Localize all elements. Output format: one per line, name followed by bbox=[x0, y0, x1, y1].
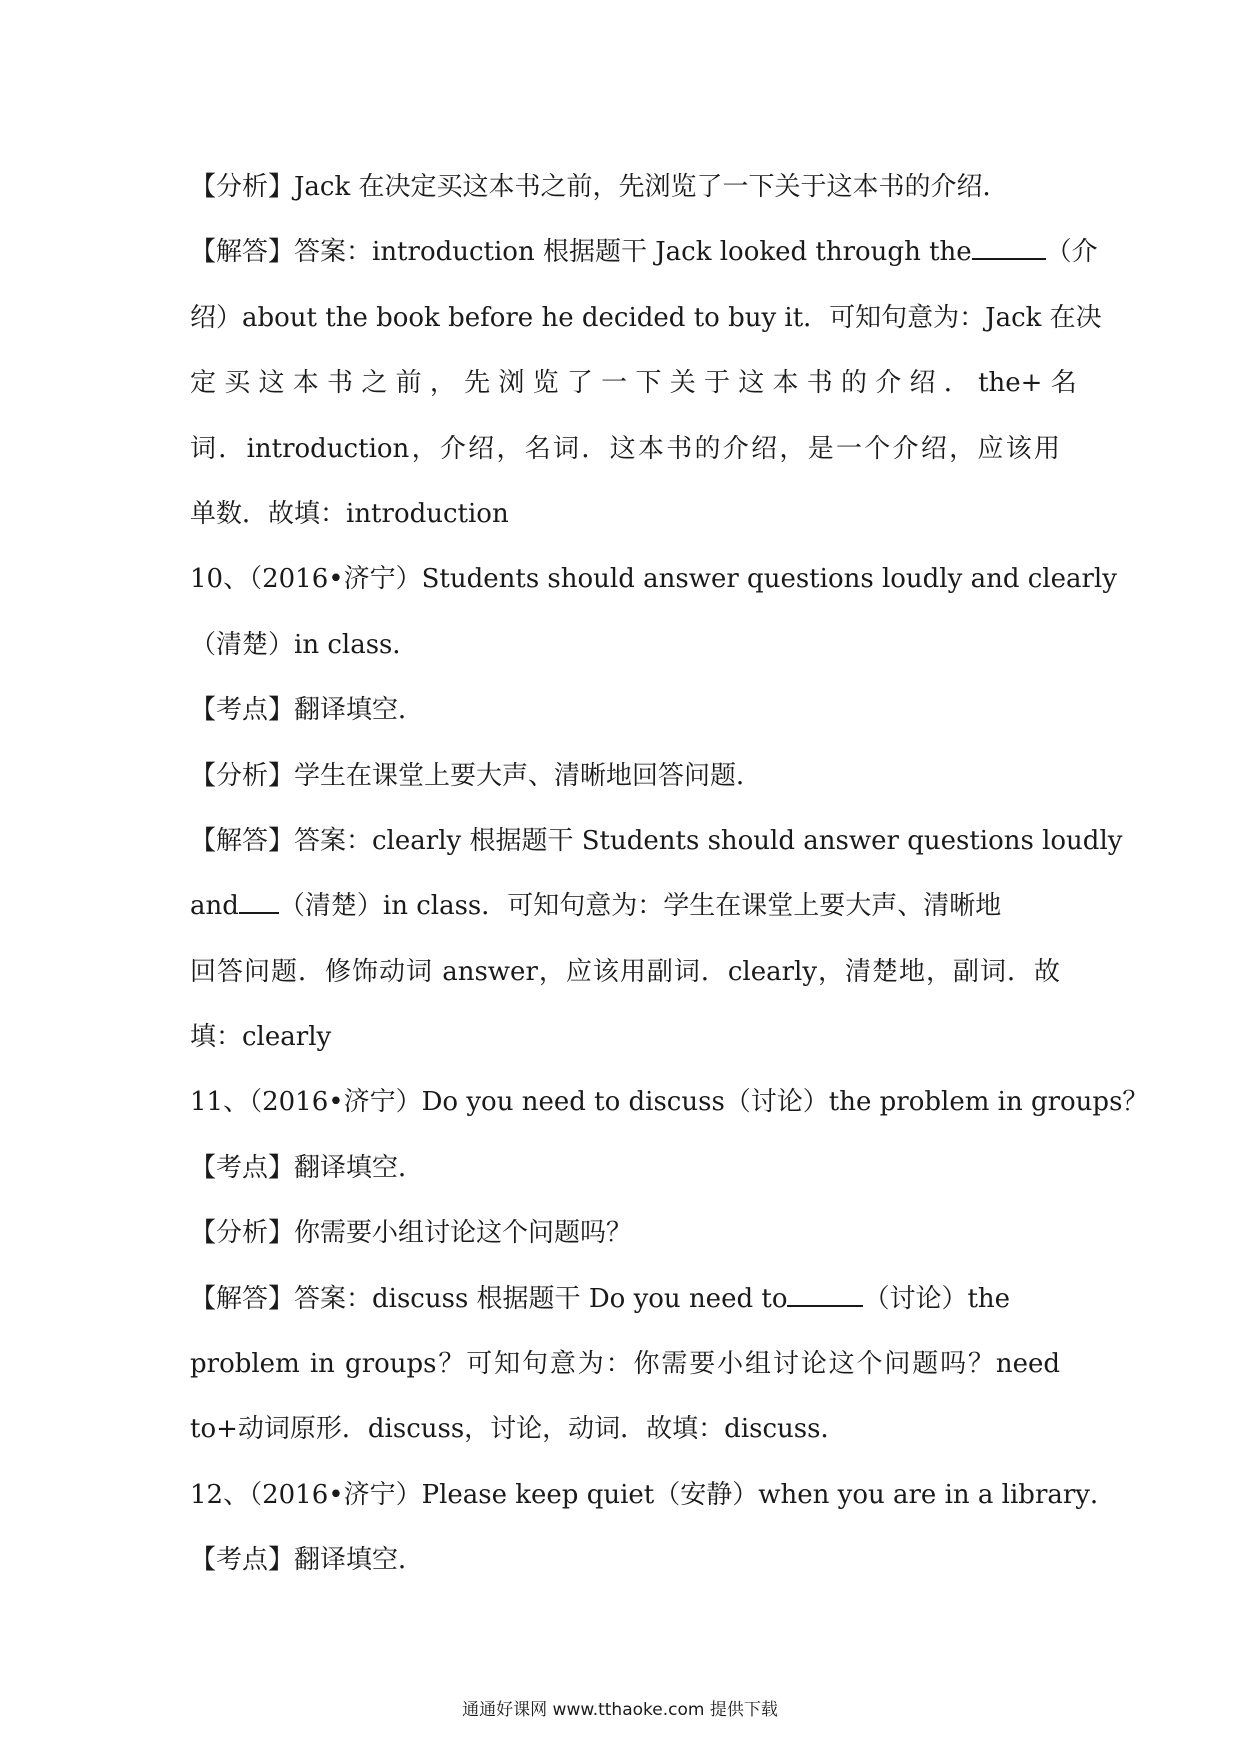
text-line bbox=[190, 220, 1098, 285]
answer-blank bbox=[787, 1283, 863, 1307]
text-line bbox=[190, 482, 1060, 547]
text-line bbox=[190, 1201, 1060, 1266]
text-line bbox=[190, 155, 1060, 220]
line-text: 【解答】答案：discuss 根据题干 Do you need to bbox=[190, 1283, 788, 1314]
text-line bbox=[190, 678, 1060, 743]
line-text-continued: （介 bbox=[1045, 237, 1098, 268]
line-text: （清楚）in class． bbox=[190, 629, 419, 660]
text-line bbox=[190, 940, 1060, 1005]
text-line bbox=[190, 547, 1117, 612]
line-text: 绍）about the book before he decided to buy it．可知句意为：Jack 在决 bbox=[190, 302, 1102, 333]
line-text: 【解答】答案：clearly 根据题干 Students should answer questions loudly bbox=[190, 825, 1123, 856]
text-line bbox=[190, 286, 1102, 351]
line-text: 11、（2016•济宁）Do you need to discuss（讨论）the problem in groups？ bbox=[190, 1087, 1149, 1118]
line-text: 词．introduction，介绍，名词．这本书的介绍，是一个介绍，应该用 bbox=[190, 433, 1060, 464]
page-footer: 通通好课网 www.tthaoke.com 提供下载 bbox=[462, 1700, 778, 1720]
line-text: and bbox=[190, 891, 239, 922]
line-text: 12、（2016•济宁）Please keep quiet（安静）when you are in a library． bbox=[190, 1479, 1116, 1510]
line-text: 【分析】你需要小组讨论这个问题吗？ bbox=[190, 1218, 633, 1249]
text-line bbox=[190, 744, 1060, 809]
line-text: 回答问题．修饰动词 answer，应该用副词．clearly，清楚地，副词．故 bbox=[190, 956, 1060, 987]
line-text: to+动词原形．discuss，讨论，动词．故填：discuss． bbox=[190, 1414, 847, 1445]
line-text: problem in groups？可知句意为：你需要小组讨论这个问题吗？need bbox=[190, 1349, 1060, 1380]
text-line bbox=[190, 1397, 1060, 1462]
line-text: 填：clearly bbox=[190, 1022, 332, 1053]
text-line bbox=[190, 351, 1077, 416]
text-line bbox=[190, 874, 1060, 939]
line-text: 【考点】翻译填空． bbox=[190, 1152, 425, 1183]
answer-blank bbox=[972, 236, 1046, 260]
line-text: 10、（2016•济宁）Students should answer questions loudly and clearly bbox=[190, 564, 1117, 595]
text-line bbox=[190, 1136, 1060, 1201]
answer-blank bbox=[239, 890, 279, 914]
text-line bbox=[190, 1463, 1116, 1528]
line-text: 定 买 这 本 书 之 前 ， 先 浏 览 了 一 下 关 于 这 本 书 的 介 绍 ． the+ 名 bbox=[190, 368, 1077, 399]
text-line bbox=[190, 1005, 1060, 1070]
text-line bbox=[190, 613, 1060, 678]
document-body bbox=[190, 155, 1149, 1594]
text-line bbox=[190, 1267, 1060, 1332]
line-text-continued: （清楚）in class．可知句意为：学生在课堂上要大声、清晰地 bbox=[278, 891, 1002, 922]
line-text-continued: （讨论）the bbox=[863, 1283, 1011, 1314]
text-line bbox=[190, 1070, 1149, 1135]
text-line bbox=[190, 809, 1123, 874]
text-line bbox=[190, 417, 1060, 482]
line-text: 【解答】答案：introduction 根据题干 Jack looked through the bbox=[190, 237, 972, 268]
text-line bbox=[190, 1528, 1060, 1593]
line-text: 单数．故填：introduction bbox=[190, 498, 509, 529]
text-line bbox=[190, 1332, 1060, 1397]
line-text: 【分析】Jack 在决定买这本书之前，先浏览了一下关于这本书的介绍． bbox=[190, 172, 1009, 202]
line-text: 【考点】翻译填空． bbox=[190, 1545, 425, 1576]
line-text: 【考点】翻译填空． bbox=[190, 695, 425, 726]
line-text: 【分析】学生在课堂上要大声、清晰地回答问题． bbox=[190, 760, 763, 791]
